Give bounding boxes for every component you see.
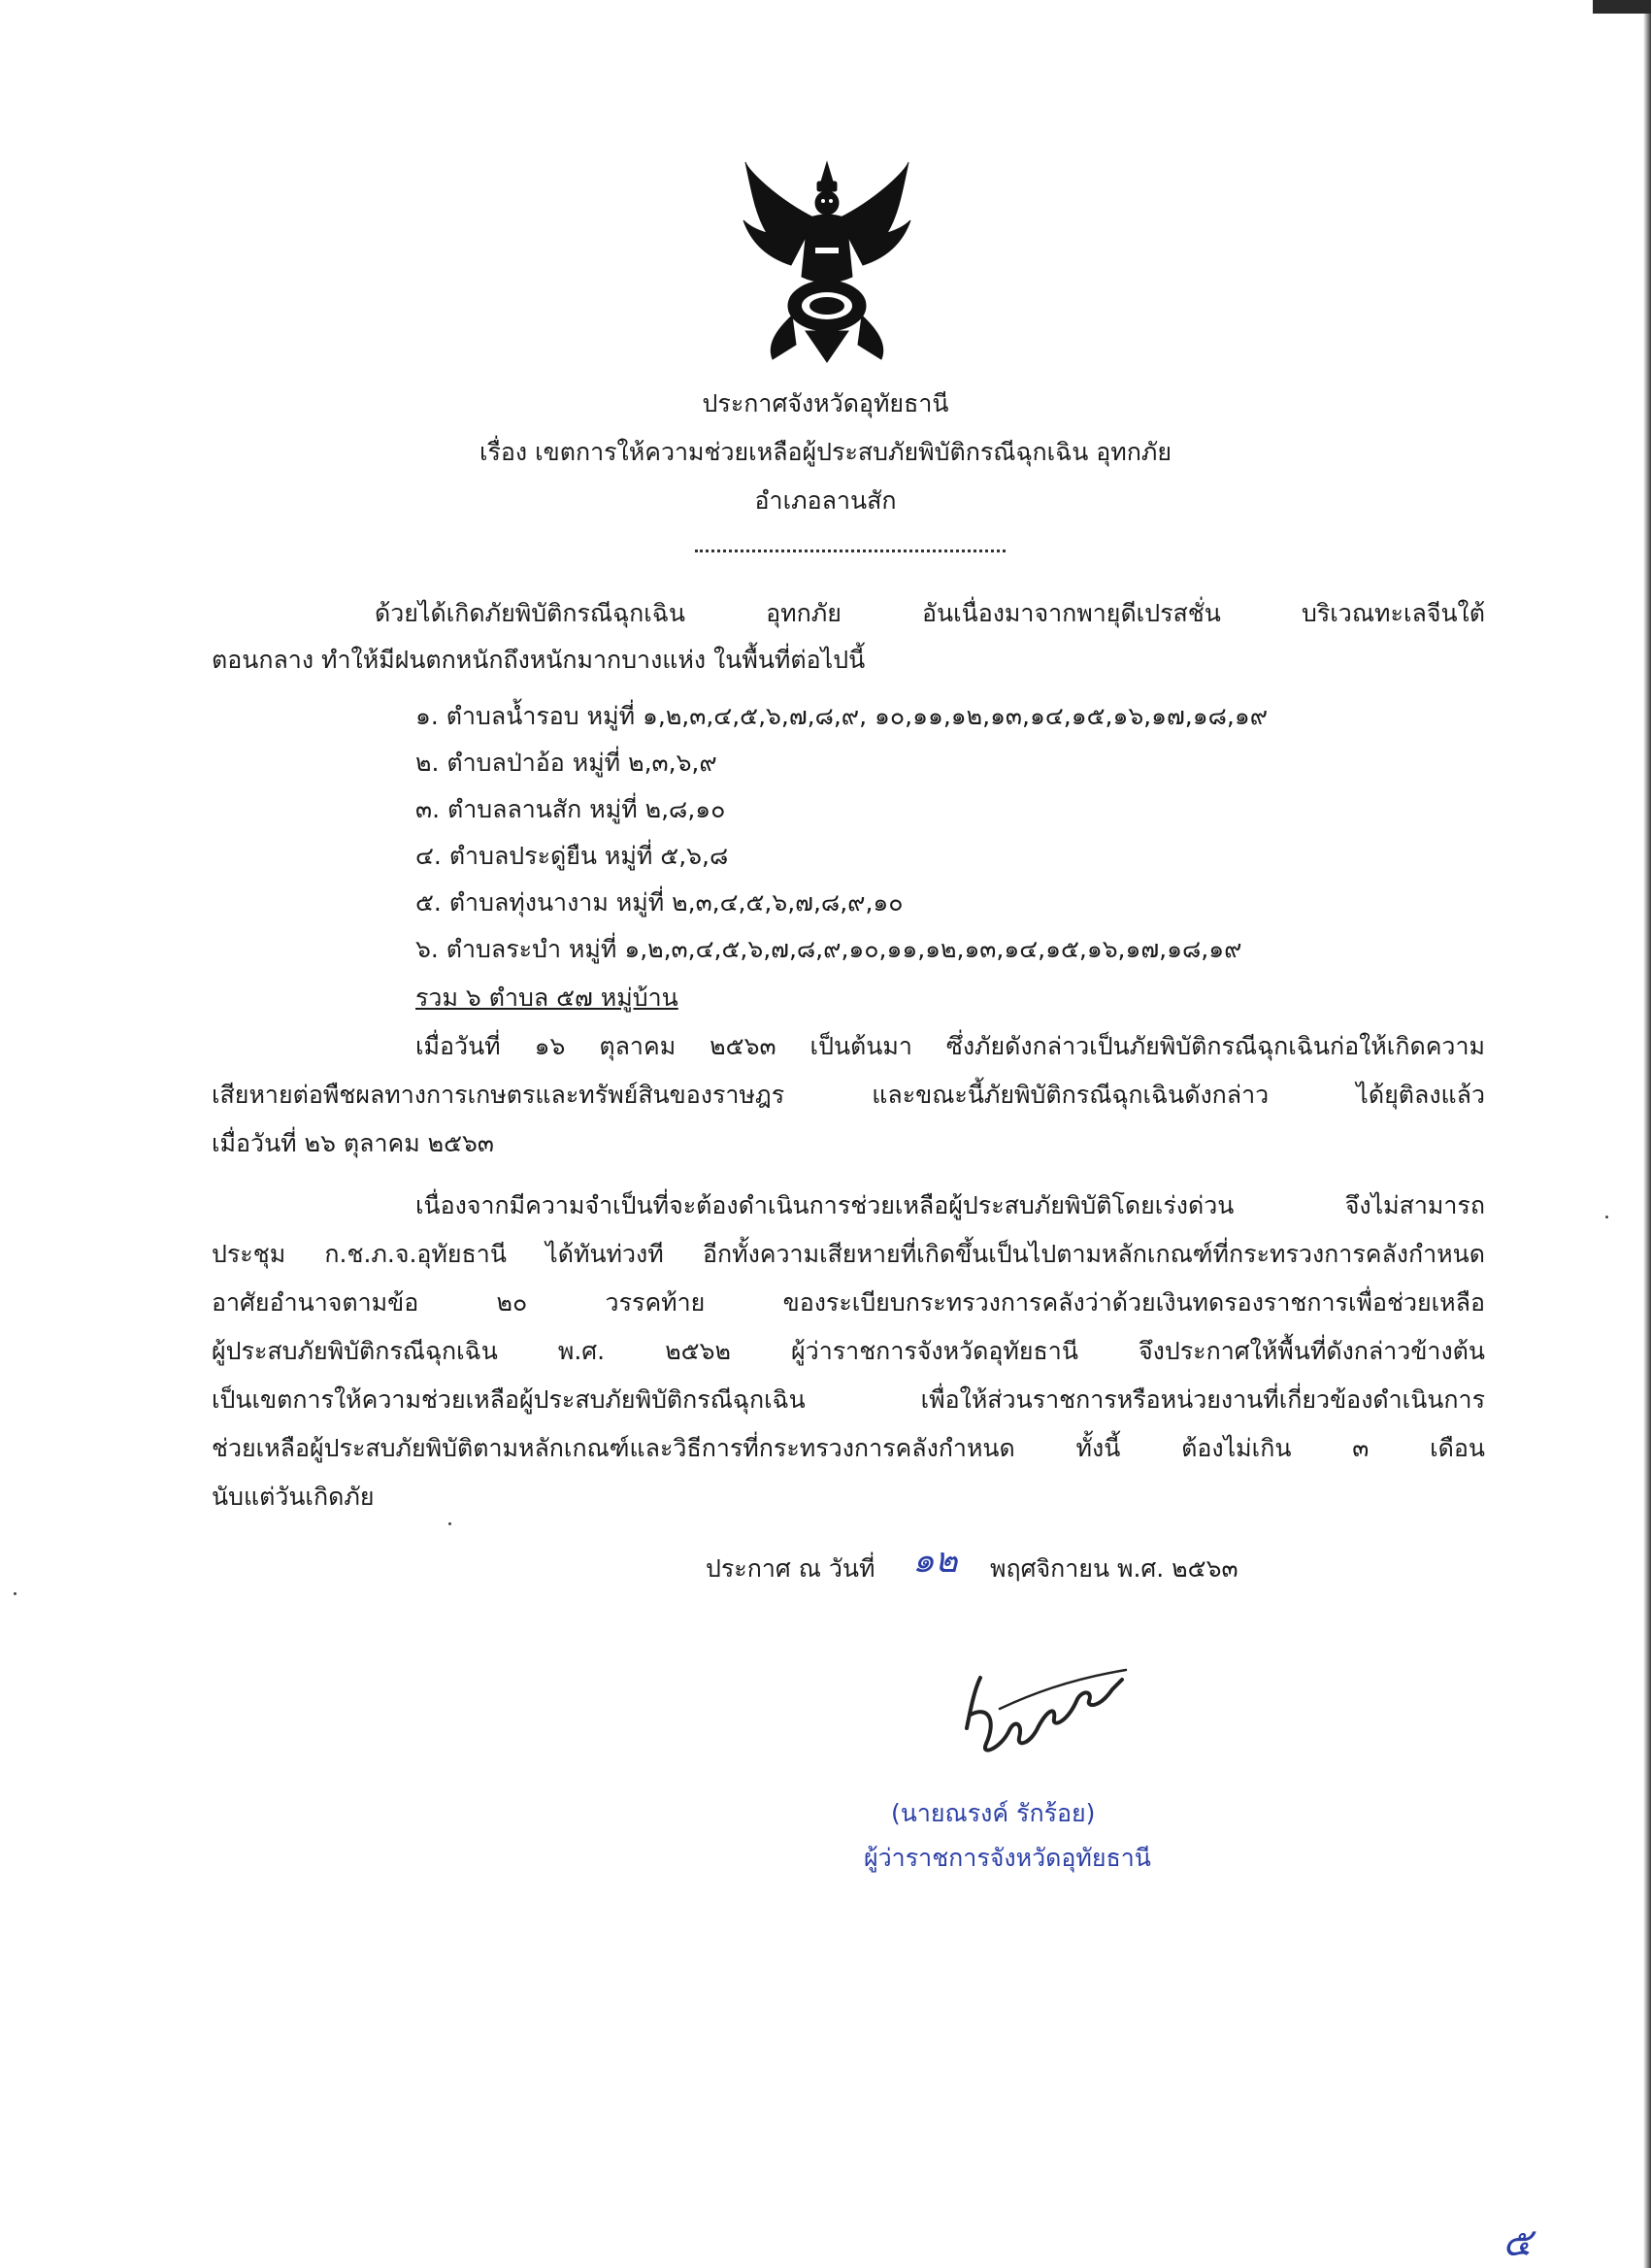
- scan-edge: [1643, 0, 1651, 2268]
- scan-speck: [14, 1592, 17, 1595]
- declaration-line-7: นับแต่วันเกิดภัย: [212, 1483, 375, 1511]
- scan-speck: [448, 1522, 451, 1525]
- area-item: ๑. ตำบลน้ำรอบ หมู่ที่ ๑,๒,๓,๔,๕,๖,๗,๘,๙, ๑๐,๑๑,๑๒,๑๓,๑๔,๑๕,๑๖,๑๗,๑๘,๑๙: [415, 702, 1269, 730]
- dateline-suffix: พฤศจิกายน พ.ศ. ๒๕๖๓: [990, 1554, 1238, 1583]
- incident-line-3: เมื่อวันที่ ๒๖ ตุลาคม ๒๕๖๓: [212, 1129, 494, 1157]
- declaration-line-5: เป็นเขตการให้ความช่วยเหลือผู้ประสบภัยพิบัติกรณีฉุกเฉิน เพื่อให้ส่วนราชการหรือหน่วยงานที่เกี่ยวข้องดำเนินการ: [212, 1385, 1485, 1414]
- document-subject: เรื่อง เขตการให้ความช่วยเหลือผู้ประสบภัยพิบัติกรณีฉุกเฉิน อุทกภัย: [479, 438, 1172, 466]
- declaration-line-6: ช่วยเหลือผู้ประสบภัยพิบัติตามหลักเกณฑ์และวิธีการที่กระทรวงการคลังกำหนด ทั้งนี้ ต้องไม่เกิน ๓ เดือน: [212, 1434, 1485, 1462]
- incident-line-1: เมื่อวันที่ ๑๖ ตุลาคม ๒๕๖๓ เป็นต้นมา ซึ่งภัยดังกล่าวเป็นภัยพิบัติกรณีฉุกเฉินก่อให้เกิดความ: [415, 1032, 1485, 1060]
- area-item: ๓. ตำบลลานสัก หมู่ที่ ๒,๘,๑๐: [415, 795, 726, 823]
- dateline-day-handwritten: ๑๒: [912, 1541, 958, 1581]
- declaration-line-4: ผู้ประสบภัยพิบัติกรณีฉุกเฉิน พ.ศ. ๒๕๖๒ ผู้ว่าราชการจังหวัดอุทัยธานี จึงประกาศให้พื้นที่ดังกล่าวข้างต้น: [212, 1337, 1485, 1365]
- document-district: อำเภอลานสัก: [754, 486, 897, 515]
- signatory-name: (นายณรงค์ รักร้อย): [891, 1799, 1096, 1827]
- header-separator: [695, 550, 1006, 552]
- scan-speck: [1605, 1216, 1608, 1218]
- declaration-line-3: อาศัยอำนาจตามข้อ ๒๐ วรรคท้าย ของระเบียบกระทรวงการคลังว่าด้วยเงินทดรองราชการเพื่อช่วยเหลือ: [212, 1288, 1485, 1317]
- area-total: รวม ๖ ตำบล ๕๗ หมู่บ้าน: [415, 984, 678, 1012]
- document-title: ประกาศจังหวัดอุทัยธานี: [702, 389, 949, 417]
- garuda-emblem-icon: [738, 160, 917, 364]
- intro-line-1: ด้วยได้เกิดภัยพิบัติกรณีฉุกเฉิน อุทกภัย อันเนื่องมาจากพายุดีเปรสชั่น บริเวณทะเลจีนใต้: [375, 599, 1485, 627]
- area-item: ๒. ตำบลป่าอ้อ หมู่ที่ ๒,๓,๖,๙: [415, 749, 717, 777]
- page-number-handwritten: ๕: [1502, 2220, 1533, 2265]
- intro-line-2: ตอนกลาง ทำให้มีฝนตกหนักถึงหนักมากบางแห่ง ในพื้นที่ต่อไปนี้: [212, 646, 866, 674]
- area-item: ๖. ตำบลระบำ หมู่ที่ ๑,๒,๓,๔,๕,๖,๗,๘,๙,๑๐,๑๑,๑๒,๑๓,๑๔,๑๕,๑๖,๑๗,๑๘,๑๙: [415, 935, 1242, 963]
- declaration-line-2: ประชุม ก.ช.ภ.จ.อุทัยธานี ได้ทันท่วงที อีกทั้งความเสียหายที่เกิดขึ้นเป็นไปตามหลักเกณฑ์ที่กระทรวงการคลังกำหนด: [212, 1240, 1485, 1268]
- signature-scribble-icon: [941, 1651, 1145, 1777]
- area-item: ๕. ตำบลทุ่งนางาม หมู่ที่ ๒,๓,๔,๕,๖,๗,๘,๙,๑๐: [415, 888, 904, 917]
- incident-line-2: เสียหายต่อพืชผลทางการเกษตรและทรัพย์สินของราษฎร และขณะนี้ภัยพิบัติกรณีฉุกเฉินดังกล่าว ได้ยุติลงแล้ว: [212, 1081, 1485, 1109]
- scan-edge-corner: [1593, 0, 1651, 14]
- signatory-position: ผู้ว่าราชการจังหวัดอุทัยธานี: [864, 1844, 1151, 1872]
- declaration-line-1: เนื่องจากมีความจำเป็นที่จะต้องดำเนินการช่วยเหลือผู้ประสบภัยพิบัติโดยเร่งด่วน จึงไม่สามารถ: [415, 1191, 1485, 1219]
- area-item: ๔. ตำบลประดู่ยืน หมู่ที่ ๕,๖,๘: [415, 842, 729, 870]
- dateline-prefix: ประกาศ ณ วันที่: [706, 1554, 875, 1583]
